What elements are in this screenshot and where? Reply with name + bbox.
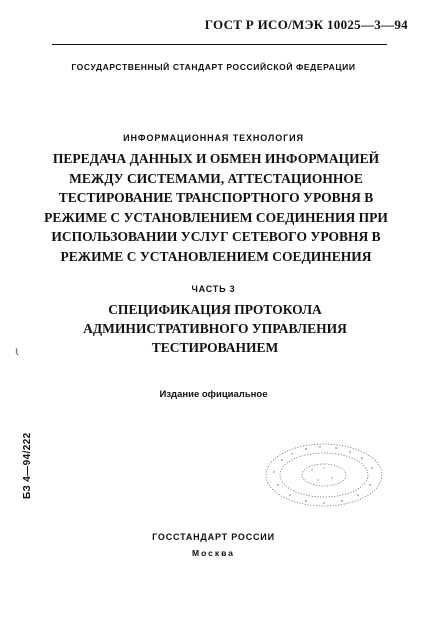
catalog-code: БЗ 4—94/222 <box>22 432 33 499</box>
main-title-line: МЕЖДУ СИСТЕМАМИ, АТТЕСТАЦИОННОЕ <box>69 170 363 186</box>
part-title-line: ТЕСТИРОВАНИЕМ <box>151 340 279 355</box>
main-title-line: ПЕРЕДАЧА ДАННЫХ И ОБМЕН ИНФОРМАЦИЕЙ <box>52 151 380 166</box>
main-title-line: РЕЖИМЕ С УСТАНОВЛЕНИЕМ СОЕДИНЕНИЯ ПРИ <box>44 209 388 225</box>
document-number: ГОСТ Р ИСО/МЭК 10025—3—94 <box>204 17 408 32</box>
publisher: ГОССТАНДАРТ РОССИИ <box>152 532 275 542</box>
part-title-line: СПЕЦИФИКАЦИЯ ПРОТОКОЛА <box>108 302 322 317</box>
part-title-line: АДМИНИСТРАТИВНОГО УПРАВЛЕНИЯ <box>83 321 347 336</box>
main-title-line: ТЕСТИРОВАНИЕ ТРАНСПОРТНОГО УРОВНЯ В <box>58 190 374 205</box>
main-title-line: РЕЖИМЕ С УСТАНОВЛЕНИЕМ СОЕДИНЕНИЯ <box>60 248 372 264</box>
edition-note: Издание официальное <box>159 389 268 400</box>
header-divider <box>52 44 387 45</box>
scan-speck <box>14 348 20 356</box>
publication-city: Москва <box>192 548 235 558</box>
library-stamp-icon <box>262 440 386 510</box>
standard-type: ГОСУДАРСТВЕННЫЙ СТАНДАРТ РОССИЙСКОЙ ФЕДЕРАЦИИ <box>71 62 356 72</box>
main-title <box>30 149 402 266</box>
subject-heading: ИНФОРМАЦИОННАЯ ТЕХНОЛОГИЯ <box>123 133 304 143</box>
part-label: ЧАСТЬ 3 <box>191 284 236 294</box>
part-title <box>50 300 380 357</box>
main-title-line: ИСПОЛЬЗОВАНИИ УСЛУГ СЕТЕВОГО УРОВНЯ В <box>51 229 381 244</box>
